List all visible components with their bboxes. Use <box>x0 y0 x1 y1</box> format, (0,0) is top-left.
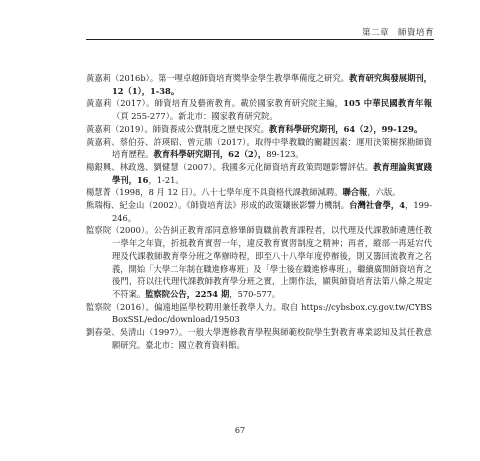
reference-text: 楊銀興、林政逸、劉健慧（2007）。我國多元化師資培育政策問題影響評估。 <box>86 161 374 172</box>
running-header: 第二章 師資培育 <box>361 28 434 38</box>
reference-entry <box>86 186 432 199</box>
reference-text: 熊瑞梅、紀金山（2002）。《師資培育法》形成的政策鑲嵌影響力機制。 <box>86 200 350 211</box>
reference-text: 黃嘉莉、蔡伯芬、許瑛昭、曾元鼎（2017）。取得中學教職的關鍵因素：運用決策樹探勘師資培育歷程。 <box>86 136 432 160</box>
reference-source: 教育理論與實踐學刊，16 <box>112 161 432 185</box>
reference-entry <box>86 326 432 351</box>
reference-text: 劉春榮、吳清山（1997）。一般大學選修教育學程與師範校院學生對教育專業認知及其任教意願研究。臺北市：國立教育資料館。 <box>86 327 432 350</box>
reference-text: （頁 255-277）。新北市：國家教育研究院。 <box>112 111 278 122</box>
reference-text: ，1-21。 <box>148 174 184 185</box>
reference-entry <box>86 136 432 161</box>
reference-text: 黃嘉莉（2016b）。第一哩卓越師資培育獎學金學生教學準備度之研究。 <box>86 73 349 83</box>
page-number: 67 <box>234 426 246 435</box>
reference-entry <box>86 161 432 186</box>
reference-source: 台灣社會學，4 <box>349 200 405 211</box>
reference-entry <box>86 301 432 326</box>
reference-text: ，199-246。 <box>112 200 432 223</box>
reference-list <box>86 72 432 351</box>
header-rule <box>86 39 434 40</box>
reference-text: ，六版。 <box>367 187 401 198</box>
reference-source: 聯合報 <box>342 187 368 198</box>
reference-entry <box>86 199 432 224</box>
reference-source: 教育科學研究期刊，62（2）， <box>153 149 267 160</box>
reference-entry <box>86 97 432 122</box>
reference-text: 黃嘉莉（2019）。師資養成公費制度之歷史探究。 <box>86 123 269 134</box>
reference-entry <box>86 72 432 97</box>
reference-source: 監察院公告，2254 期 <box>145 288 230 299</box>
reference-source: 教育科學研究期刊，64（2），99-129。 <box>268 123 423 134</box>
reference-text: 楊慧菁（1998，8 月 12 日）。八十七學年度不具資格代課教師減聘。 <box>86 187 343 198</box>
reference-text: 監察院（2000）。公告糾正教育部同意修畢師資職前教育課程者，以代理及代課教師遴選任教一學年之年資，折抵教育實習一年，違反教育實習制度之精神；再者，縱部一再延宕代理及代課教師教育學分班之準辦時程，即至八十八學年度停辦後，則又籌回流教育之名義，開始「大學二年制在職進修專班」及「學士後在職進修專班」，繼續廣開師資培育之後門，符以往代理代課教師教育學分班之實，上開作法，顯與師資培育法第八條之規定不符案。 <box>86 225 432 299</box>
reference-source: 105 中華民國教育年報 <box>343 98 432 109</box>
reference-text: 黃嘉莉（2017）。師資培育及藝術教育。載於國家教育研究院主編， <box>86 98 344 109</box>
reference-text: 89-123。 <box>266 149 304 160</box>
reference-entry <box>86 123 432 136</box>
reference-entry <box>86 224 432 300</box>
reference-text: 監察院（2016）。偏遠地區學校聘用兼任教學人力。取自 https://cybsbox.cy.gov.tw/CYBSBoxSSL/edoc/download/19503 <box>86 301 432 325</box>
reference-text: ，570-577。 <box>229 288 281 299</box>
reference-source: 教育研究與發展期刊，12（1），1-38。 <box>112 73 432 96</box>
